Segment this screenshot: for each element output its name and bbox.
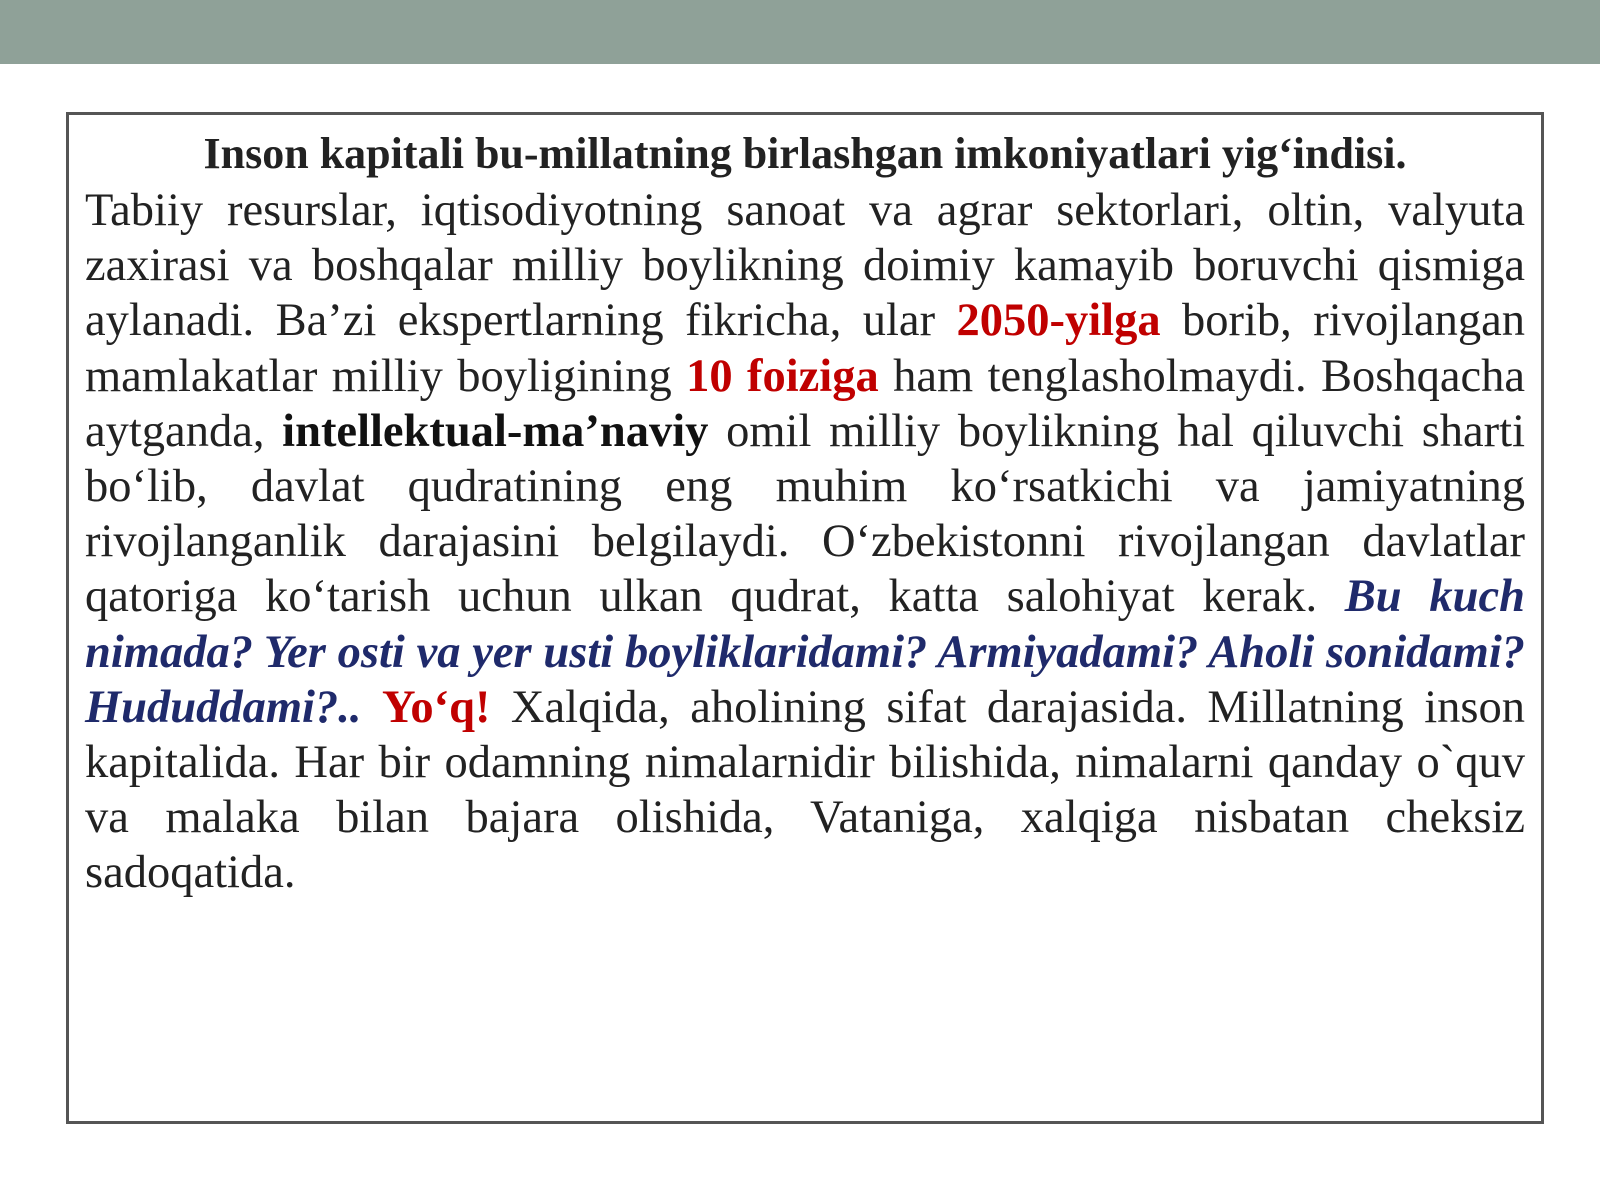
body-text-3: ham tenglasholmaydi. Boshqacha aytganda, [85,350,1525,457]
body-text-4: omil milliy boylikning hal qiluvchi sharti bo‘lib, davlat qudratining eng muhim ko‘rsatkichi va jamiyatning rivojlanganlik darajasini belgilaydi. O‘zbekistonni rivojlangan davlatlar qatoriga ko‘tarish uchun ulkan qudrat, katta salohiyat kerak. [85,405,1526,623]
answer-exclamation: Yo‘q! [381,681,491,733]
body-text-2: borib, rivojlangan mamlakatlar milliy boyligining [85,295,1525,402]
body-paragraph [85,183,1525,901]
highlight-percent: 10 foiziga [686,350,879,402]
slide-heading: Inson kapitali bu-millatning birlashgan imkoniyatlari yig‘indisi. [203,129,1407,178]
body-text-6: Xalqida, aholining sifat darajasida. Millatning inson kapitalida. Har bir odamning nimalarnidir bilishida, nimalarni qanday o`quv va malaka bilan bajara olishida, Vataniga, xalqiga nisbatan cheksiz sadoqatida. [85,681,1525,899]
body-text-1: Tabiiy resurslar, iqtisodiyotning sanoat va agrar sektorlari, oltin, valyuta zaxirasi va boshqalar milliy boylikning doimiy kamayib boruvchi qismiga aylanadi. Ba’zi ekspertlarning fikricha, ular [85,185,1525,347]
slide-header-band [0,0,1600,64]
text-frame [66,112,1544,1124]
body-text-5 [361,682,381,733]
highlight-factor: intellektual-ma’naviy [282,405,709,457]
rhetorical-questions: Bu kuch nimada? Yer osti va yer usti boyliklaridami? Armiyadami? Aholi sonidami? Hududdami?.. [85,571,1525,733]
highlight-year: 2050-yilga [956,295,1161,347]
